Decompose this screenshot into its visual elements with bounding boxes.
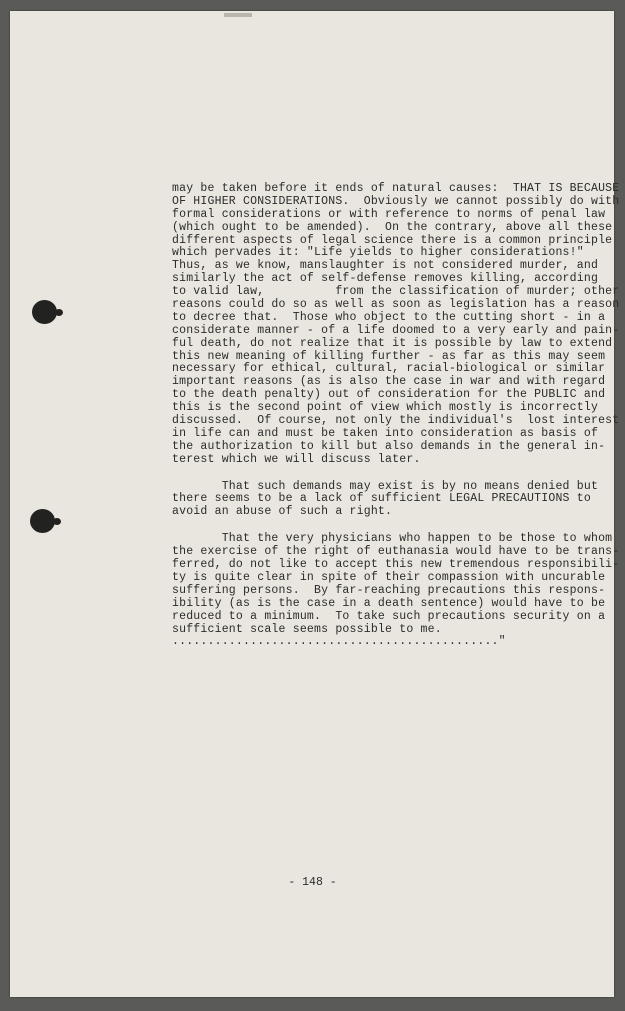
- text-line: terest which we will discuss later.: [172, 452, 421, 466]
- text-line: the authorization to kill but also demands in the general in-: [172, 439, 606, 453]
- paragraph: [172, 479, 599, 520]
- text-line: Thus, as we know, manslaughter is not considered murder, and: [172, 259, 599, 273]
- text-line: reasons could do so as well as soon as legislation has a reason: [172, 298, 620, 312]
- text-line: necessary for ethical, cultural, racial-biological or similar: [172, 362, 606, 376]
- paragraph: [172, 532, 620, 649]
- text-line: different aspects of legal science there is a common principle: [172, 233, 613, 247]
- text-line: (which ought to be amended). On the contrary, above all these: [172, 220, 613, 234]
- text-line: which pervades it: "Life yields to higher considerations!": [172, 246, 584, 260]
- punch-hole-upper: [32, 300, 57, 324]
- text-line: may be taken before it ends of natural causes: THAT IS BECAUSE: [172, 182, 620, 195]
- paragraph-gap: [172, 519, 582, 533]
- text-line: avoid an abuse of such a right.: [172, 505, 393, 519]
- punch-hole-lower: [30, 509, 55, 533]
- text-line: formal considerations or with reference to norms of penal law: [172, 207, 606, 221]
- text-line: reduced to a minimum. To take such precautions security on a: [172, 609, 606, 623]
- top-edge-mark: [224, 13, 252, 17]
- text-line: there seems to be a lack of sufficient LEGAL PRECAUTIONS to: [172, 492, 591, 506]
- body-text: [172, 182, 620, 649]
- text-line: similarly the act of self-defense removes killing, according: [172, 272, 599, 286]
- paragraph-gap: [172, 467, 582, 481]
- page-number: - 148 -: [288, 876, 337, 889]
- text-line: important reasons (as is also the case in war and with regard: [172, 375, 606, 389]
- text-line: ful death, do not realize that it is possible by law to extend: [172, 336, 613, 350]
- text-line: to valid law, from the classification of murder; other: [172, 285, 620, 299]
- text-line: this new meaning of killing further - as far as this may seem: [172, 349, 606, 363]
- text-line: OF HIGHER CONSIDERATIONS. Obviously we cannot possibly do with: [172, 194, 620, 208]
- text-line: this is the second point of view which mostly is incorrectly: [172, 401, 599, 415]
- text-line: ..............................................": [172, 635, 506, 649]
- text-line: sufficient scale seems possible to me.: [172, 622, 442, 636]
- text-line: ferred, do not like to accept this new tremendous responsibili-: [172, 558, 620, 572]
- text-line: to decree that. Those who object to the cutting short - in a: [172, 310, 606, 324]
- text-line: considerate manner - of a life doomed to a very early and pain-: [172, 323, 620, 337]
- text-line: the exercise of the right of euthanasia would have to be trans-: [172, 545, 620, 559]
- paragraph: [172, 182, 620, 467]
- text-line: discussed. Of course, not only the individual's lost interest: [172, 414, 620, 428]
- text-line: That the very physicians who happen to be those to whom: [172, 532, 613, 546]
- text-line: ibility (as is the case in a death sentence) would have to be: [172, 596, 606, 610]
- text-line: suffering persons. By far-reaching precautions this respons-: [172, 583, 606, 597]
- text-line: to the death penalty) out of consideration for the PUBLIC and: [172, 388, 606, 402]
- text-line: That such demands may exist is by no means denied but: [172, 479, 599, 493]
- text-line: ty is quite clear in spite of their compassion with uncurable: [172, 570, 606, 584]
- text-line: in life can and must be taken into consideration as basis of: [172, 426, 599, 440]
